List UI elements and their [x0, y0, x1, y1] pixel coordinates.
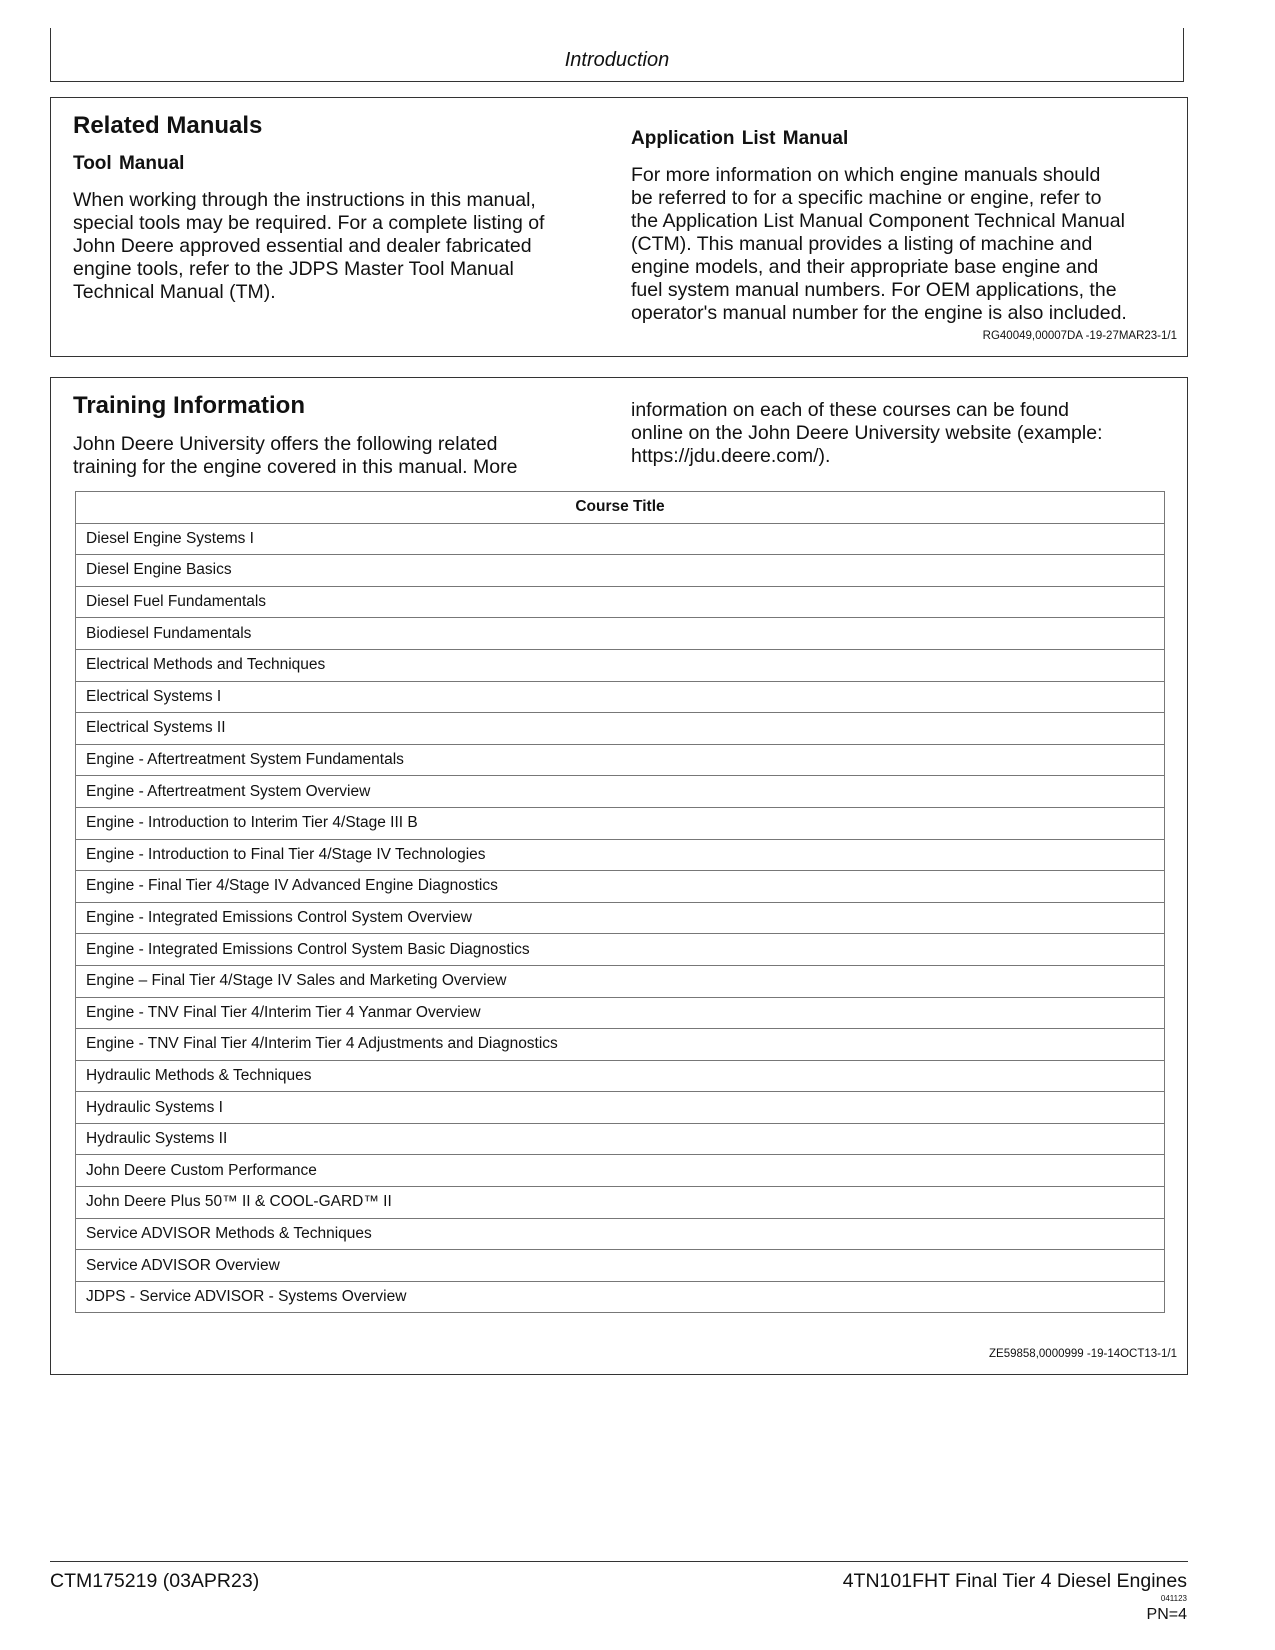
table-row: [76, 1250, 1165, 1282]
application-list-manual-heading: Application List Manual: [631, 128, 849, 149]
page-header: [50, 28, 1184, 82]
course-title-cell: John Deere Custom Performance: [76, 1155, 1165, 1187]
course-title-cell: Engine - Integrated Emissions Control System Basic Diagnostics: [76, 934, 1165, 966]
page-number: PN=4: [1146, 1606, 1187, 1623]
text-line: be referred to for a specific machine or engine, refer to: [631, 187, 1102, 209]
text-line: the Application List Manual Component Technical Manual: [631, 210, 1125, 232]
training-intro-text: [73, 433, 593, 479]
course-title-cell: Engine - Aftertreatment System Overview: [76, 776, 1165, 808]
table-row: [76, 1029, 1165, 1061]
table-header-row: [76, 492, 1165, 524]
training-information-heading: Training Information: [73, 392, 305, 419]
footer-manual-title: 4TN101FHT Final Tier 4 Diesel Engines: [842, 1570, 1187, 1592]
course-title-header: Course Title: [76, 492, 1165, 524]
text-line: fuel system manual numbers. For OEM applications, the: [631, 279, 1117, 301]
table-row: [76, 1218, 1165, 1250]
course-title-cell: Hydraulic Systems II: [76, 1123, 1165, 1155]
table-row: [76, 807, 1165, 839]
table-row: [76, 839, 1165, 871]
course-title-cell: Engine - Aftertreatment System Fundamentals: [76, 744, 1165, 776]
table-row: [76, 555, 1165, 587]
document-reference: RG40049,00007DA -19-27MAR23-1/1: [982, 330, 1177, 342]
course-title-cell: Service ADVISOR Methods & Techniques: [76, 1218, 1165, 1250]
table-row: [76, 902, 1165, 934]
text-line: information on each of these courses can be found: [631, 399, 1069, 421]
course-title-cell: Hydraulic Methods & Techniques: [76, 1060, 1165, 1092]
footer-code: 041123: [1160, 1594, 1187, 1603]
course-title-cell: Engine - TNV Final Tier 4/Interim Tier 4 Adjustments and Diagnostics: [76, 1029, 1165, 1061]
text-line: https://jdu.deere.com/).: [631, 445, 831, 467]
course-title-cell: Engine - Introduction to Final Tier 4/Stage IV Technologies: [76, 839, 1165, 871]
table-row: [76, 776, 1165, 808]
course-title-cell: JDPS - Service ADVISOR - Systems Overview: [76, 1281, 1165, 1313]
table-row: [76, 681, 1165, 713]
table-row: [76, 1092, 1165, 1124]
table-row: [76, 997, 1165, 1029]
training-information-section: [50, 377, 1188, 1375]
table-row: [76, 1281, 1165, 1313]
text-line: When working through the instructions in this manual,: [73, 189, 536, 211]
text-line: John Deere University offers the following related: [73, 433, 498, 455]
table-row: [76, 1155, 1165, 1187]
table-row: [76, 1123, 1165, 1155]
table-row: [76, 744, 1165, 776]
related-manuals-heading: Related Manuals: [73, 112, 263, 139]
application-list-manual-text: [631, 164, 1171, 325]
table-row: [76, 523, 1165, 555]
table-row: [76, 713, 1165, 745]
course-title-cell: Engine - Introduction to Interim Tier 4/Stage III B: [76, 807, 1165, 839]
course-title-cell: John Deere Plus 50™ II & COOL-GARD™ II: [76, 1187, 1165, 1219]
course-title-cell: Engine - Final Tier 4/Stage IV Advanced Engine Diagnostics: [76, 871, 1165, 903]
course-title-cell: Electrical Methods and Techniques: [76, 649, 1165, 681]
table-row: [76, 871, 1165, 903]
course-title-cell: Engine - TNV Final Tier 4/Interim Tier 4 Yanmar Overview: [76, 997, 1165, 1029]
course-title-cell: Engine – Final Tier 4/Stage IV Sales and Marketing Overview: [76, 965, 1165, 997]
table-row: [76, 618, 1165, 650]
table-row: [76, 586, 1165, 618]
table-row: [76, 1060, 1165, 1092]
course-table: [75, 491, 1165, 1313]
text-line: For more information on which engine manuals should: [631, 164, 1101, 186]
course-title-cell: Electrical Systems II: [76, 713, 1165, 745]
text-line: John Deere approved essential and dealer fabricated: [73, 235, 532, 257]
text-line: special tools may be required. For a complete listing of: [73, 212, 545, 234]
training-intro-text-continued: [631, 399, 1171, 468]
table-row: [76, 649, 1165, 681]
section-title: Introduction: [564, 49, 670, 71]
text-line: (CTM). This manual provides a listing of machine and: [631, 233, 1093, 255]
text-line: engine models, and their appropriate base engine and: [631, 256, 1099, 278]
course-title-cell: Engine - Integrated Emissions Control System Overview: [76, 902, 1165, 934]
course-list: [76, 523, 1165, 1313]
table-row: [76, 1187, 1165, 1219]
course-title-cell: Diesel Fuel Fundamentals: [76, 586, 1165, 618]
table-row: [76, 965, 1165, 997]
footer-document-id: CTM175219 (03APR23): [50, 1570, 260, 1592]
tool-manual-heading: Tool Manual: [73, 153, 185, 174]
document-reference: ZE59858,0000999 -19-14OCT13-1/1: [989, 1348, 1177, 1360]
footer-divider: [50, 1561, 1188, 1562]
text-line: online on the John Deere University website (example:: [631, 422, 1103, 444]
course-title-cell: Hydraulic Systems I: [76, 1092, 1165, 1124]
course-title-cell: Diesel Engine Basics: [76, 555, 1165, 587]
tool-manual-text: [73, 189, 593, 304]
text-line: Technical Manual (TM).: [73, 281, 276, 303]
table-row: [76, 934, 1165, 966]
course-title-cell: Biodiesel Fundamentals: [76, 618, 1165, 650]
related-manuals-section: [50, 97, 1188, 357]
course-title-cell: Diesel Engine Systems I: [76, 523, 1165, 555]
text-line: training for the engine covered in this manual. More: [73, 456, 518, 478]
text-line: operator's manual number for the engine is also included.: [631, 302, 1127, 324]
course-title-cell: Service ADVISOR Overview: [76, 1250, 1165, 1282]
course-title-cell: Electrical Systems I: [76, 681, 1165, 713]
text-line: engine tools, refer to the JDPS Master Tool Manual: [73, 258, 514, 280]
